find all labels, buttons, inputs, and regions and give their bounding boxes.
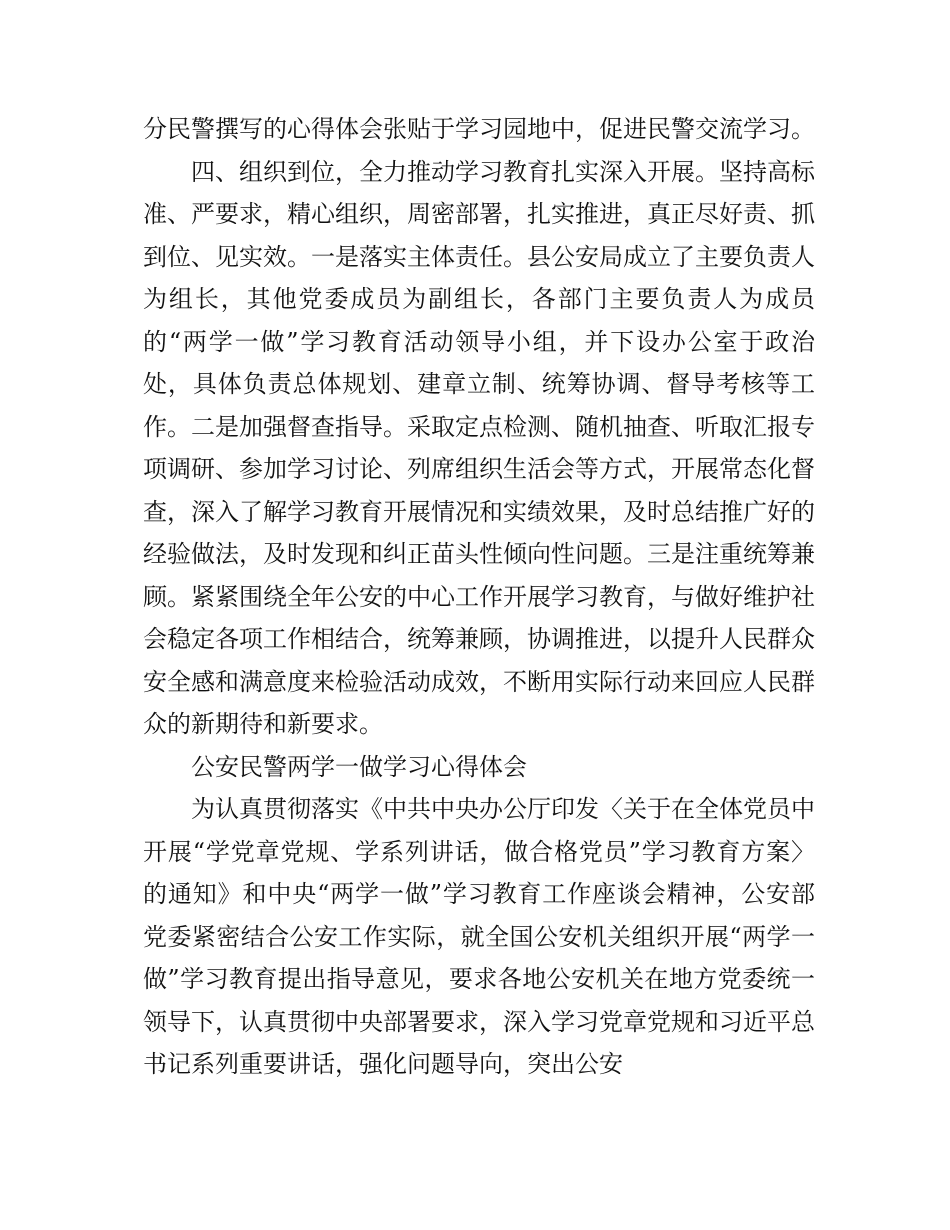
paragraph-intro: 为认真贯彻落实《中共中央办公厅印发〈关于在全体党员中开展“学党章党规、学系列讲话，做合格党员”学习教育方案〉的通知》和中央“两学一做”学习教育工作座谈会精神，公安部党委紧密结合公安工作实际，就全国公安机关组织开展“两学一做”学习教育提出指导意见，要求各地公安机关在地方党委统一领导下，认真贯彻中央部署要求，深入学习党章党规和习近平总书记系列重要讲话，强化问题导向，突出公安 <box>143 795 815 1078</box>
paragraph-section-four: 四、组织到位，全力推动学习教育扎实深入开展。坚持高标准、严要求，精心组织，周密部署，扎实推进，真正尽好责、抓到位、见实效。一是落实主体责任。县公安局成立了主要负责人为组长，其他党委成员为副组长，各部门主要负责人为成员的“两学一做”学习教育活动领导小组，并下设办公室于政治处，具体负责总体规划、建章立制、统筹协调、督导考核等工作。二是加强督查指导。采取定点检测、随机抽查、听取汇报专项调研、参加学习讨论、列席组织生活会等方式，开展常态化督查，深入了解学习教育开展情况和实绩效果，及时总结推广好的经验做法，及时发现和纠正苗头性倾向性问题。三是注重统筹兼顾。紧紧围绕全年公安的中心工作开展学习教育，与做好维护社会稳定各项工作相结合，统筹兼顾，协调推进，以提升人民群众安全感和满意度来检验活动成效，不断用实际行动来回应人民群众的新期待和新要求。 <box>143 157 815 738</box>
document-body <box>143 108 815 1086</box>
section-heading: 公安民警两学一做学习心得体会 <box>191 752 527 781</box>
paragraph-continuation: 分民警撰写的心得体会张贴于学习园地中，促进民警交流学习。 <box>143 115 815 143</box>
